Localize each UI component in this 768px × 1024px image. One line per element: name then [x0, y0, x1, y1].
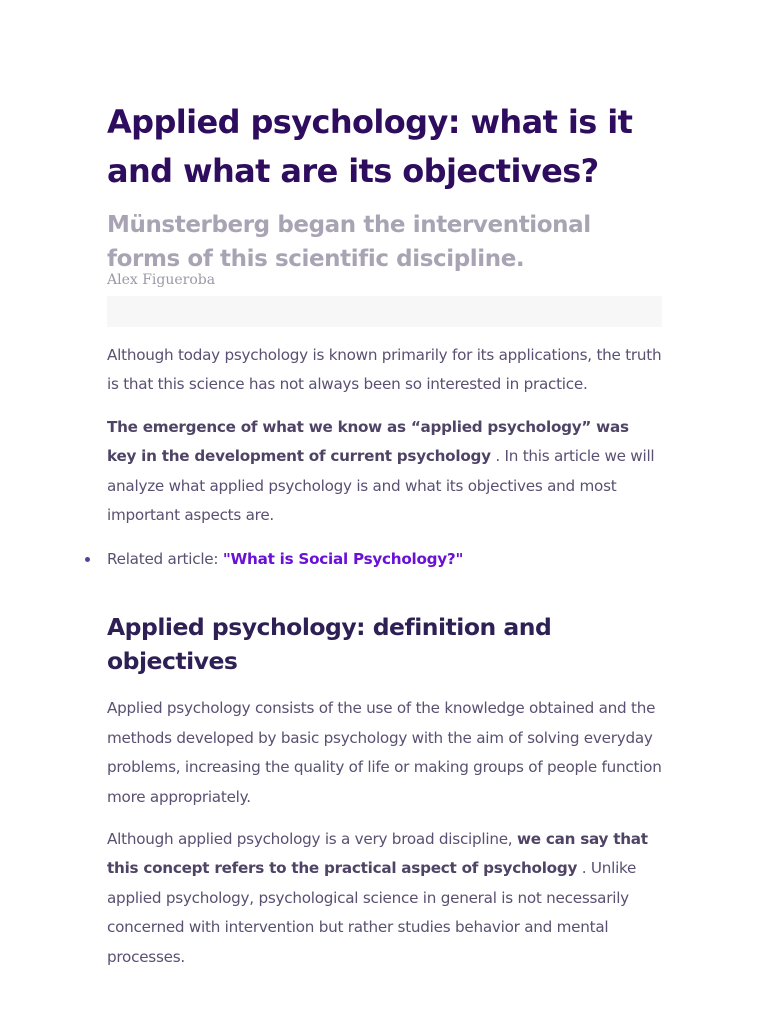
author-name[interactable]: Alex Figueroba	[107, 272, 216, 288]
list-item	[107, 544, 662, 574]
practical-lead-text: Although applied psychology is a very broad discipline,	[107, 830, 517, 849]
related-list	[107, 544, 662, 574]
definition-paragraph: Applied psychology consists of the use of the knowledge obtained and the methods developed by basic psychology with the aim of solving everyday problems, increasing the quality of life or making groups of people function more appropriately.	[107, 699, 662, 806]
related-article-link[interactable]: "What is Social Psychology?"	[222, 550, 464, 569]
article	[107, 98, 662, 972]
article-subtitle: Münsterberg began the interventional forms of this scientific discipline.	[107, 212, 591, 272]
bullet-dot-icon	[85, 557, 90, 562]
emphasis-paragraph	[107, 413, 662, 531]
related-prefix: Related article:	[107, 550, 223, 569]
practical-rest-text: . Unlike applied psychology, psychological science in general is not necessarily concerned with intervention but rather studies behavior and mental processes.	[107, 859, 637, 966]
emphasis-bold-text: The emergence of what we know as “applied psychology” was key in the development of current psychology	[107, 417, 629, 466]
ad-placeholder	[107, 296, 662, 327]
emphasis-rest-text: . In this article we will analyze what applied psychology is and what its objectives and most important aspects are.	[107, 447, 655, 525]
section-heading: Applied psychology: definition and objectives	[107, 613, 552, 676]
practical-bold-text: we can say that this concept refers to the practical aspect of psychology	[107, 830, 648, 878]
intro-paragraph: Although today psychology is known primarily for its applications, the truth is that this science has not always been so interested in practice.	[107, 346, 662, 394]
practical-aspect-paragraph	[107, 825, 662, 972]
article-title: Applied psychology: what is it and what are its objectives?	[107, 103, 633, 190]
